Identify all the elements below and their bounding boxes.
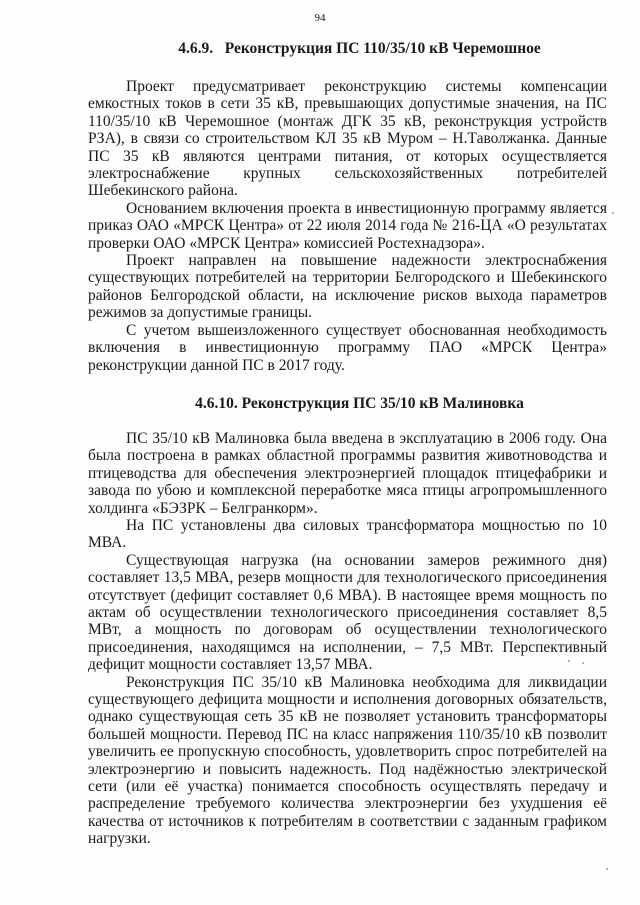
page-number: 94	[314, 12, 326, 24]
section-heading-4-6-9: 4.6.9. Реконструкция ПС 110/35/10 кВ Черемошное	[178, 40, 541, 57]
paragraph: На ПС установлены два силовых трансформатора мощностью по 10 МВА.	[88, 516, 607, 552]
scan-speck	[606, 868, 608, 870]
paragraph: Основанием включения проекта в инвестиционную программу является приказ ОАО «МРСК Центра» от 22 июля 2014 года № 216-ЦА «О результатах проверки ОАО «МРСК Центра» комиссией Ростехнадзора».	[88, 199, 607, 252]
paragraph: Проект направлен на повышение надежности электроснабжения существующих потребителей на территории Белгородского и Шебекинского районов Белгородской области, на исключение рисков выхода параметров режимов за допустимые границы.	[88, 252, 607, 322]
paragraph: С учетом вышеизложенного существует обоснованная необходимость включения в инвестиционную программу ПАО «МРСК Центра» реконструкции данной ПС в 2017 году.	[88, 321, 607, 374]
page-content	[88, 38, 607, 848]
scan-speck	[582, 662, 584, 664]
paragraph: Проект предусматривает реконструкцию системы компенсации емкостных токов в сети 35 кВ, превышающих допустимые значения, на ПС 110/35/10 кВ Черемошное (монтаж ДГК 35 кВ, реконструкция устройств РЗА), в связи со строительством КЛ 35 кВ Муром – Н.Таволжанка. Данные ПС 35 кВ являются центрами питания, от которых осуществляется электроснабжение крупных сельскохозяйственных потребителей Шебекинского района.	[88, 78, 607, 200]
section-heading-4-6-10: 4.6.10. Реконструкция ПС 35/10 кВ Малиновка	[195, 394, 524, 412]
paragraph: ПС 35/10 кВ Малиновка была введена в эксплуатацию в 2006 году. Она была построена в рамках областной программы развития животноводства и птицеводства для обеспечения электроэнергией площадок птицефабрики и завода по убою и комплексной переработке мяса птицы агропромышленного холдинга «БЭЗРК – Белгранкорм».	[88, 429, 607, 517]
scan-speck	[612, 212, 614, 214]
scan-speck	[568, 660, 570, 662]
paragraph: Существующая нагрузка (на основании замеров режимного дня) составляет 13,5 МВА, резерв мощности для технологического присоединения отсутствует (дефицит составляет 0,6 МВА). В настоящее время мощность по актам об осуществлении технологического присоединения составляет 8,5 МВт, а мощность по договорам об осуществлении технологического присоединения, находящимся на исполнении, – 7,5 МВт. Перспективный дефицит мощности составляет 13,57 МВА.	[88, 551, 607, 674]
paragraph: Реконструкция ПС 35/10 кВ Малиновка необходима для ликвидации существующего дефицита мощности и исполнения договорных обязательств, однако существующая сеть 35 кВ не позволяет установить трансформаторы большей мощности. Перевод ПС на класс напряжения 110/35/10 кВ позволит увеличить ее пропускную способность, удовлетворить спрос потребителей на электроэнергию и повысить надежность. Под надёжностью электрической сети (или её участка) понимается способность осуществлять передачу и распределение требуемого количества электроэнергии без ухудшения её качества от источников к потребителям в соответствии с заданным графиком нагрузки.	[88, 673, 607, 848]
